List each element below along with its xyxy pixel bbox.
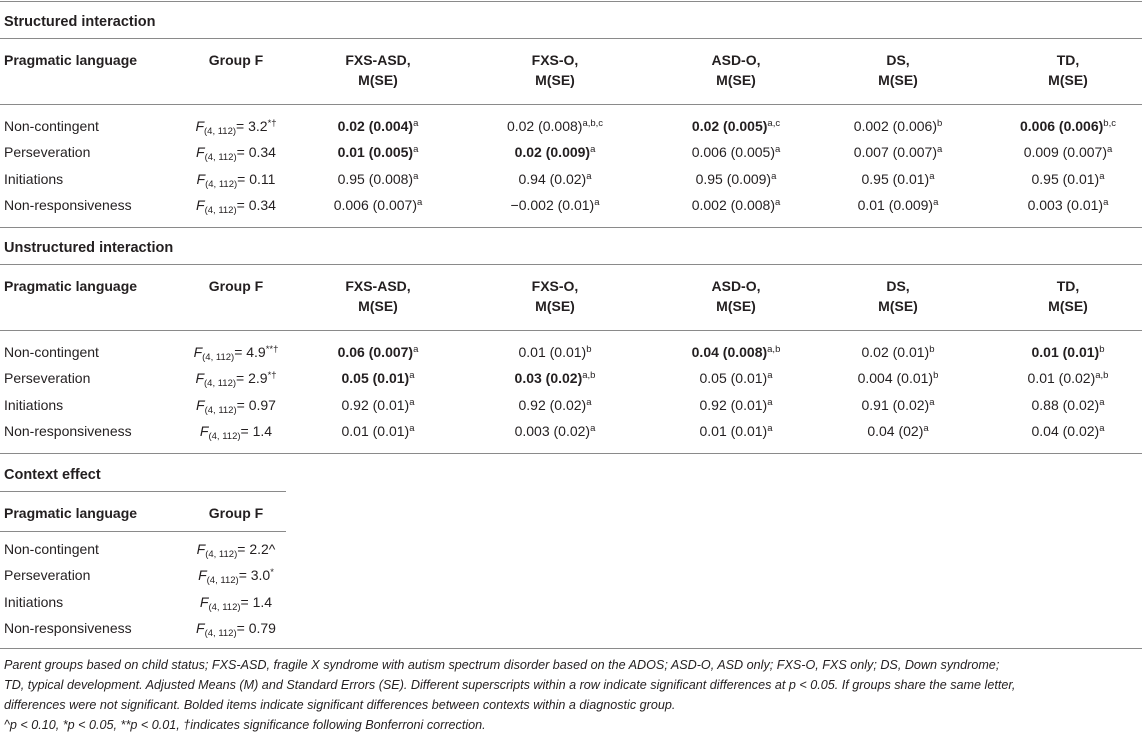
cell-value: 0.01 (0.01) [699,422,768,439]
cell-value: 0.03 (0.02) [514,370,583,387]
f-stat: = 0.34 [236,196,276,213]
cell-value: 0.95 (0.008) [337,170,414,187]
table-cell [983,396,1145,414]
cell-superscript: a [929,170,935,182]
cell-superscript: a,c [767,118,781,129]
cell-value: −0.002 (0.01) [510,196,595,213]
row-label: Perseveration [4,370,91,387]
group-f-value [176,566,296,587]
table-cell [293,143,463,161]
cell-superscript: a [767,422,773,434]
header-rule [0,104,1142,105]
table-cell [813,369,983,387]
cell-superscript: a [767,370,773,382]
table-cell [983,170,1145,188]
group-f-value [176,117,296,135]
cell-superscript: b,c [1103,118,1116,129]
cell-superscript: a [413,144,419,156]
f-symbol: F [196,619,205,636]
cell-value: 0.88 (0.02) [1031,396,1100,413]
cell-value: 0.006 (0.006) [1020,118,1104,134]
table-cell [651,143,821,161]
table-cell [470,396,640,414]
col-header-group-stat: M(SE) [535,298,575,314]
table-top-rule [0,1,1142,2]
cell-value: 0.91 (0.02) [861,396,930,413]
col-header-groupf: Group F [208,278,264,294]
cell-superscript: b [929,344,935,355]
footnote-line-2: TD, typical development. Adjusted Means (M) and Standard Errors (SE). Different superscripts within a row indicate significant differences at p < 0.05. If groups share the same letter, [4,678,1016,692]
cell-superscript: a [775,144,781,156]
cell-superscript: a,b [582,370,596,382]
footnote-line-4: ^p < 0.10, *p < 0.05, **p < 0.01, †indicates significance following Bonferroni correction. [4,718,486,732]
col-header-group-name: FXS-O, [531,52,579,68]
cell-value: 0.01 (0.01) [341,422,410,439]
row-label: Non-responsiveness [4,422,132,439]
cell-value: 0.002 (0.008) [691,196,775,213]
cell-superscript: b [937,118,943,129]
f-degrees: (4, 112) [208,430,241,442]
cell-value: 0.01 (0.01) [1031,344,1100,360]
cell-superscript: a [767,396,773,408]
f-degrees: (4, 112) [204,378,237,390]
table-cell [983,117,1145,135]
col-header-group-stat: M(SE) [716,298,756,314]
f-stat: = 3.0 [238,567,271,584]
f-degrees: (4, 112) [204,204,237,216]
col-header-pragmatic: Pragmatic language [4,278,138,294]
cell-superscript: a,b [1095,370,1109,382]
cell-superscript: a [590,144,596,156]
col-header-group-name: FXS-O, [531,278,579,294]
f-stat: = 0.34 [236,144,276,161]
cell-value: 0.95 (0.009) [695,170,772,187]
table-cell [293,343,463,361]
table-cell [651,396,821,414]
cell-superscript: a [586,170,592,182]
cell-superscript: a [586,396,592,408]
f-significance: *† [267,118,277,129]
table-cell [293,117,463,135]
f-degrees: (4, 112) [205,178,238,190]
cell-value: 0.04 (0.008) [691,344,768,360]
table-bottom-rule [0,648,1142,649]
f-symbol: F [196,541,206,557]
f-stat: = 2.2^ [237,541,276,557]
row-label: Perseveration [4,144,91,161]
row-label: Non-responsiveness [4,196,132,213]
f-stat: = 3.2 [236,118,268,134]
cell-value: 0.004 (0.01) [857,370,934,387]
table-cell [813,396,983,414]
col-header-group [293,276,463,316]
col-header-group-name: DS, [886,278,910,294]
cell-superscript: b [933,370,939,382]
cell-value: 0.95 (0.01) [1031,170,1100,187]
table-cell [813,170,983,188]
section-title-unstructured: Unstructured interaction [4,240,174,256]
f-degrees: (4, 112) [208,601,241,613]
row-label: Non-contingent [4,344,99,360]
f-degrees: (4, 112) [204,152,237,164]
table-cell [651,117,821,135]
cell-value: 0.92 (0.01) [699,396,768,413]
cell-value: 0.003 (0.01) [1027,196,1104,213]
table-cell [470,143,640,161]
f-significance: *† [267,370,277,382]
f-symbol: F [195,118,204,134]
section-rule [0,491,286,492]
header-rule [0,330,1142,331]
col-header-group [470,50,640,90]
f-degrees: (4, 112) [202,352,235,363]
cell-value: 0.02 (0.008) [506,118,583,134]
f-symbol: F [193,344,203,360]
f-symbol: F [199,422,209,439]
row-label: Non-responsiveness [4,619,132,636]
cell-superscript: a [594,196,600,208]
table-cell [470,170,640,188]
table-cell [651,196,821,214]
col-header-group-name: FXS-ASD, [345,278,411,294]
group-f-value [176,343,296,361]
section-divider [0,227,1142,228]
cell-superscript: a [933,196,939,208]
table-cell [470,117,640,135]
cell-value: 0.02 (0.004) [337,118,414,134]
cell-value: 0.06 (0.007) [337,344,414,360]
table-cell [983,369,1145,387]
f-symbol: F [198,567,207,584]
f-stat: = 4.9 [234,344,266,360]
f-stat: = 0.11 [237,170,276,187]
table-cell [813,196,983,214]
col-header-group [293,50,463,90]
row-label: Perseveration [4,567,91,584]
row-label: Initiations [4,170,64,187]
table-cell [651,369,821,387]
f-significance: **† [265,344,279,355]
header-rule [0,531,286,532]
table-cell [470,196,640,214]
cell-value: 0.009 (0.007) [1023,144,1107,161]
cell-superscript: a,b [767,344,781,355]
cell-superscript: a [413,170,419,182]
group-f-value [176,422,296,440]
cell-value: 0.01 (0.02) [1027,370,1096,387]
group-f-value [176,619,296,637]
cell-superscript: b [1099,344,1105,355]
cell-superscript: a [1099,396,1105,408]
table-cell [293,369,463,387]
table-cell [651,422,821,440]
table-cell [813,422,983,440]
col-header-group-stat: M(SE) [358,298,398,314]
cell-superscript: a [409,370,415,382]
f-symbol: F [195,370,204,387]
cell-superscript: a [413,118,419,129]
table-cell [293,422,463,440]
section-rule [0,264,1142,265]
f-symbol: F [196,196,205,213]
col-header-group-name: DS, [886,52,910,68]
group-f-value [176,170,296,188]
section-divider [0,453,1142,454]
f-degrees: (4, 112) [204,126,237,137]
cell-superscript: a [771,170,777,182]
col-header-groupf: Group F [208,52,264,68]
cell-value: 0.04 (0.02) [1031,422,1100,439]
cell-superscript: a [1107,144,1113,156]
cell-value: 0.01 (0.01) [518,344,587,360]
cell-value: 0.01 (0.005) [337,144,414,161]
group-f-value [176,593,296,611]
f-symbol: F [196,144,205,161]
cell-superscript: a [409,396,415,408]
cell-value: 0.01 (0.009) [857,196,934,213]
cell-superscript: a [929,396,935,408]
col-header-group-name: FXS-ASD, [345,52,411,68]
f-degrees: (4, 112) [206,575,239,587]
col-header-groupf: Group F [208,505,264,521]
cell-superscript: a [1103,196,1109,208]
cell-value: 0.92 (0.01) [341,396,410,413]
col-header-group-stat: M(SE) [878,298,918,314]
col-header-group [651,276,821,316]
cell-value: 0.006 (0.005) [691,144,775,161]
cell-value: 0.02 (0.009) [514,144,591,161]
cell-value: 0.02 (0.01) [861,344,930,360]
row-label: Initiations [4,396,64,413]
f-symbol: F [196,396,205,413]
col-header-group-stat: M(SE) [1048,72,1088,88]
cell-value: 0.002 (0.006) [853,118,937,134]
cell-superscript: a [409,422,415,434]
table-cell [470,422,640,440]
row-label: Non-contingent [4,118,99,134]
col-header-group-stat: M(SE) [1048,298,1088,314]
table-cell [293,170,463,188]
cell-value: 0.007 (0.007) [853,144,937,161]
f-stat: = 0.97 [236,396,276,413]
col-header-group [470,276,640,316]
col-header-group-stat: M(SE) [358,72,398,88]
col-header-group-name: ASD-O, [711,52,761,68]
table-cell [983,143,1145,161]
cell-value: 0.02 (0.005) [691,118,768,134]
col-header-pragmatic: Pragmatic language [4,505,138,521]
cell-value: 0.04 (02) [867,422,924,439]
f-degrees: (4, 112) [204,404,237,416]
f-stat: = 0.79 [236,619,276,636]
cell-superscript: a [413,344,419,355]
cell-superscript: a [923,422,929,434]
f-significance: * [270,567,274,579]
cell-value: 0.95 (0.01) [861,170,930,187]
cell-superscript: a [1099,170,1105,182]
col-header-group [813,50,983,90]
cell-superscript: b [586,344,592,355]
col-header-group [983,276,1145,316]
col-header-group-name: TD, [1056,52,1080,68]
table-cell [470,369,640,387]
f-degrees: (4, 112) [205,549,238,560]
table-cell [293,196,463,214]
group-f-value [176,396,296,414]
section-title-context: Context effect [4,467,101,483]
row-label: Non-contingent [4,541,99,557]
f-degrees: (4, 112) [204,627,237,639]
row-label: Initiations [4,593,64,610]
footnote-line-3: differences were not significant. Bolded items indicate significant differences between contexts within a diagnostic group. [4,698,676,712]
f-stat: = 1.4 [240,422,273,439]
f-stat: = 2.9 [236,370,268,387]
f-stat: = 1.4 [240,593,273,610]
f-symbol: F [196,170,206,187]
cell-superscript: a [1099,422,1105,434]
cell-superscript: a,b,c [582,118,604,129]
table-cell [983,196,1145,214]
table-cell [983,343,1145,361]
table-cell [651,343,821,361]
cell-superscript: a [417,196,423,208]
cell-superscript: a [775,196,781,208]
section-title-structured: Structured interaction [4,14,156,30]
group-f-value [176,143,296,164]
table-cell [813,343,983,361]
col-header-group-stat: M(SE) [535,72,575,88]
table-cell [983,422,1145,440]
cell-value: 0.05 (0.01) [341,370,410,387]
group-f-value [176,196,296,214]
table-cell [813,117,983,135]
cell-value: 0.94 (0.02) [518,170,587,187]
col-header-group-name: TD, [1056,278,1080,294]
col-header-group-stat: M(SE) [878,72,918,88]
footnote-line-1: Parent groups based on child status; FXS-ASD, fragile X syndrome with autism spectrum disorder based on the ADOS; ASD-O, ASD only; FXS-O, FXS only; DS, Down syndrome; [4,658,1000,672]
table-cell [813,143,983,161]
col-header-group [983,50,1145,90]
col-header-group-stat: M(SE) [716,72,756,88]
cell-value: 0.05 (0.01) [699,370,768,387]
f-symbol: F [199,593,209,610]
group-f-value [176,369,296,390]
cell-superscript: a [590,422,596,434]
table-cell [651,170,821,188]
table-cell [293,396,463,414]
col-header-group [651,50,821,90]
cell-value: 0.003 (0.02) [514,422,591,439]
col-header-pragmatic: Pragmatic language [4,52,138,68]
col-header-group [813,276,983,316]
col-header-group-name: ASD-O, [711,278,761,294]
cell-value: 0.006 (0.007) [333,196,417,213]
group-f-value [176,540,296,558]
cell-value: 0.92 (0.02) [518,396,587,413]
table-cell [470,343,640,361]
cell-superscript: a [937,144,943,156]
section-rule [0,38,1142,39]
